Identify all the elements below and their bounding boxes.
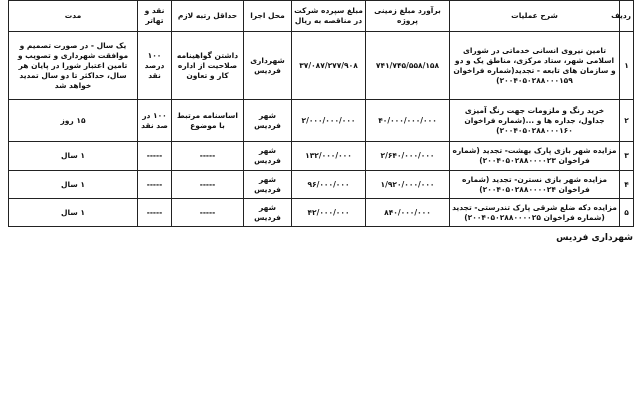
table-row xyxy=(9,32,634,100)
cell-no: ۳ xyxy=(620,142,634,171)
header-row-no: ردیف xyxy=(620,1,634,32)
header-location: محل اجرا xyxy=(244,1,292,32)
table-row xyxy=(9,100,634,142)
table-row xyxy=(9,171,634,199)
cell-advance: ۱۰۰ در صد نقد xyxy=(138,100,172,142)
header-duration: مدت xyxy=(9,1,138,32)
cell-estimate: ۱/۹۲۰/۰۰۰/۰۰۰ xyxy=(366,171,450,199)
header-advance: نقد و تهاتر xyxy=(138,1,172,32)
cell-duration: ۱ سال xyxy=(9,142,138,171)
cell-location: شهر فردیس xyxy=(244,171,292,199)
cell-no: ۴ xyxy=(620,171,634,199)
cell-description: تامین نیروی انسانی خدماتی در شورای اسلامی شهر، ستاد مرکزی، مناطق یک و دو و سازمان های تابعه - تجدید(شماره فراخوان ۲۰۰۴۰۵۰۲۸۸۰۰۰۱۵۹) xyxy=(450,32,620,100)
header-row xyxy=(9,1,634,32)
cell-estimate: ۸۴۰/۰۰۰/۰۰۰ xyxy=(366,199,450,227)
cell-deposit: ۱۳۲/۰۰۰/۰۰۰ xyxy=(292,142,366,171)
cell-estimate: ۲/۶۴۰/۰۰۰/۰۰۰ xyxy=(366,142,450,171)
cell-deposit: ۲/۰۰۰/۰۰۰/۰۰۰ xyxy=(292,100,366,142)
cell-description: مزایده شهر بازی نسترن- تجدید (شماره فراخوان ۲۰۰۴۰۵۰۲۸۸۰۰۰۰۲۴) xyxy=(450,171,620,199)
footer-signature: شهرداری فردیس xyxy=(556,233,633,243)
cell-no: ۲ xyxy=(620,100,634,142)
cell-duration: ۱۵ روز xyxy=(9,100,138,142)
cell-no: ۱ xyxy=(620,32,634,100)
cell-min-rank: داشتن گواهینامه صلاحیت از اداره کار و تعاون xyxy=(172,32,244,100)
cell-description: مزایده دکه ضلع شرقی پارک تندرستی- تجدید (شماره فراخوان ۲۰۰۴۰۵۰۲۸۸۰۰۰۰۲۵) xyxy=(450,199,620,227)
cell-advance: ----- xyxy=(138,142,172,171)
tender-table xyxy=(8,0,634,227)
cell-duration: ۱ سال xyxy=(9,171,138,199)
header-deposit: مبلغ سپرده شرکت در مناقصه به ریال xyxy=(292,1,366,32)
cell-min-rank: ----- xyxy=(172,142,244,171)
cell-deposit: ۹۶/۰۰۰/۰۰۰ xyxy=(292,171,366,199)
cell-duration: یک سال - در صورت تصمیم و موافقت شهرداری و تصویب و تامین اعتبار شورا در پایان هر سال، حداکثر تا دو سال تمدید خواهد شد xyxy=(9,32,138,100)
header-estimate: برآورد مبلغ زمینی پروژه xyxy=(366,1,450,32)
cell-location: شهر فردیس xyxy=(244,199,292,227)
cell-advance: ۱۰۰ درصد نقد xyxy=(138,32,172,100)
header-description: شرح عملیات xyxy=(450,1,620,32)
cell-location: شهرداری فردیس xyxy=(244,32,292,100)
cell-description: مزایده شهر بازی پارک بهشت- تجدید (شماره فراخوان ۲۰۰۴۰۵۰۲۸۸۰۰۰۰۲۳) xyxy=(450,142,620,171)
cell-estimate: ۴۰/۰۰۰/۰۰۰/۰۰۰ xyxy=(366,100,450,142)
table-row xyxy=(9,142,634,171)
cell-advance: ----- xyxy=(138,171,172,199)
cell-no: ۵ xyxy=(620,199,634,227)
cell-min-rank: اساسنامه مرتبط با موضوع xyxy=(172,100,244,142)
cell-estimate: ۷۴۱/۷۴۵/۵۵۸/۱۵۸ xyxy=(366,32,450,100)
table-row xyxy=(9,199,634,227)
cell-deposit: ۴۲/۰۰۰/۰۰۰ xyxy=(292,199,366,227)
cell-location: شهر فردیس xyxy=(244,142,292,171)
cell-duration: ۱ سال xyxy=(9,199,138,227)
cell-deposit: ۳۷/۰۸۷/۲۷۷/۹۰۸ xyxy=(292,32,366,100)
header-min-rank: حداقل رتبه لازم xyxy=(172,1,244,32)
cell-advance: ----- xyxy=(138,199,172,227)
cell-location: شهر فردیس xyxy=(244,100,292,142)
cell-min-rank: ----- xyxy=(172,171,244,199)
cell-min-rank: ----- xyxy=(172,199,244,227)
cell-description: خرید رنگ و ملزومات جهت رنگ آمیزی جداول، جداره ها و ...(شماره فراخوان ۲۰۰۴۰۵۰۲۸۸۰۰۰۱۶۰) xyxy=(450,100,620,142)
